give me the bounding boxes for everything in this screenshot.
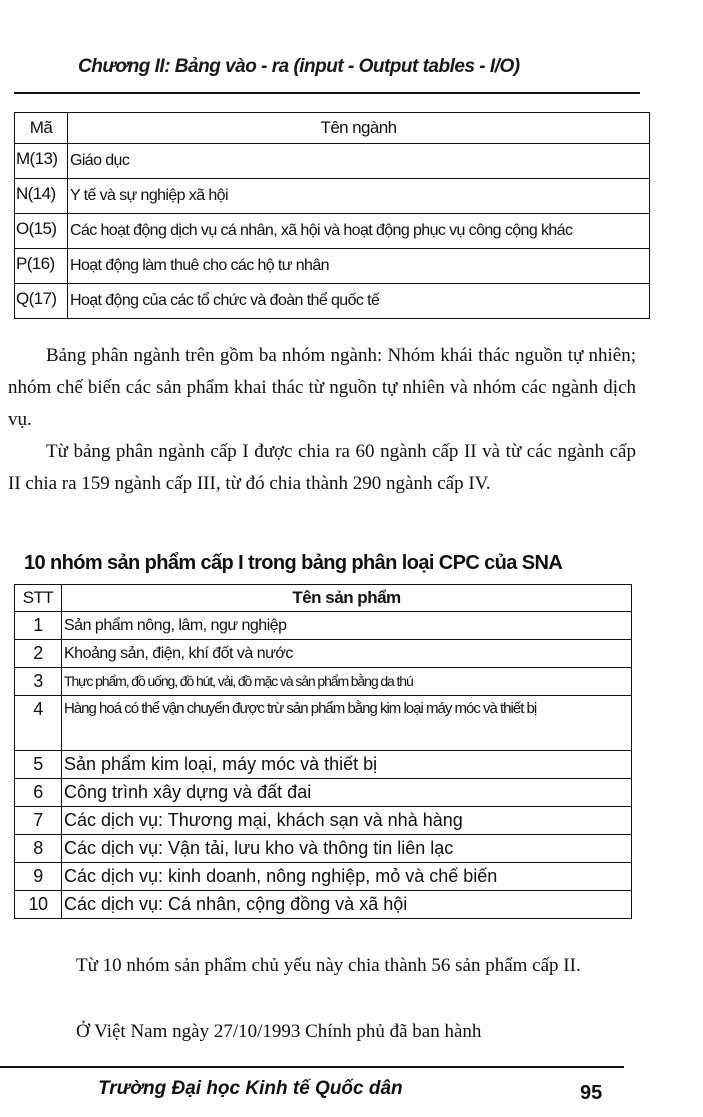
industry-name: Y tế và sự nghiệp xã hội <box>68 179 650 214</box>
table-row <box>15 779 632 807</box>
product-name: Các dịch vụ: Vận tải, lưu kho và thông tin liên lạc <box>62 835 632 863</box>
product-name: Thực phẩm, đồ uống, đồ hút, vải, đồ mặc và sản phẩm bằng da thú <box>62 668 632 696</box>
industry-code: M(13) <box>15 144 68 179</box>
paragraph-1: Bảng phân ngành trên gồm ba nhóm ngành: Nhóm khái thác nguồn tự nhiên; nhóm chế biến các sản phẩm khai thác từ nguồn tự nhiên và nhóm các ngành dịch vụ. <box>8 345 636 430</box>
table-header-row <box>15 113 650 144</box>
product-name: Các dịch vụ: kinh doanh, nông nghiệp, mỏ và chế biến <box>62 863 632 891</box>
table-row <box>15 144 650 179</box>
table-row <box>15 696 632 751</box>
table-row <box>15 214 650 249</box>
table-row <box>15 751 632 779</box>
industry-name: Giáo dục <box>68 144 650 179</box>
product-name: Hàng hoá có thể vận chuyển được trừ sản phẩm bằng kim loại máy móc và thiết bị <box>62 696 632 751</box>
product-name: Khoảng sản, điện, khí đốt và nước <box>62 640 632 668</box>
industry-code: Q(17) <box>15 284 68 319</box>
product-name: Sản phẩm nông, lâm, ngư nghiệp <box>62 612 632 640</box>
row-number: 1 <box>15 612 62 640</box>
row-number: 4 <box>15 696 62 751</box>
row-number: 9 <box>15 863 62 891</box>
table-row <box>15 891 632 919</box>
industry-name: Hoạt động làm thuê cho các hộ tư nhân <box>68 249 650 284</box>
row-number: 8 <box>15 835 62 863</box>
col-header-stt: STT <box>15 585 62 612</box>
industry-table <box>14 112 650 319</box>
table-header-row <box>15 585 632 612</box>
product-name: Các dịch vụ: Cá nhân, cộng đồng và xã hội <box>62 891 632 919</box>
page-number: 95 <box>580 1082 603 1104</box>
table-row <box>15 835 632 863</box>
col-header-product: Tên sản phẩm <box>62 585 632 612</box>
paragraph-2: Từ bảng phân ngành cấp I được chia ra 60 ngành cấp II và từ các ngành cấp II chia ra 159 ngành cấp III, từ đó chia thành 290 ngành cấp IV. <box>8 441 636 494</box>
row-number: 5 <box>15 751 62 779</box>
table-row <box>15 807 632 835</box>
industry-code: P(16) <box>15 249 68 284</box>
product-table <box>14 584 632 919</box>
table-row <box>15 668 632 696</box>
table-row <box>15 179 650 214</box>
row-number: 10 <box>15 891 62 919</box>
header-rule <box>14 92 640 94</box>
table-caption: 10 nhóm sản phẩm cấp I trong bảng phân loại CPC của SNA <box>24 552 563 574</box>
industry-name: Hoạt động của các tổ chức và đoàn thể quốc tế <box>68 284 650 319</box>
table-row <box>15 863 632 891</box>
col-header-name: Tên ngành <box>68 113 650 144</box>
table-row <box>15 640 632 668</box>
industry-code: N(14) <box>15 179 68 214</box>
row-number: 2 <box>15 640 62 668</box>
industry-name: Các hoạt động dịch vụ cá nhân, xã hội và hoạt động phục vụ công cộng khác <box>68 214 650 249</box>
row-number: 3 <box>15 668 62 696</box>
row-number: 7 <box>15 807 62 835</box>
paragraph-3: Từ 10 nhóm sản phẩm chủ yếu này chia thành 56 sản phẩm cấp II. <box>76 955 581 976</box>
running-header: Chương II: Bảng vào - ra (input - Output tables - I/O) <box>78 56 520 77</box>
footer-rule <box>0 1066 624 1068</box>
table-row <box>15 284 650 319</box>
row-number: 6 <box>15 779 62 807</box>
product-name: Công trình xây dựng và đất đai <box>62 779 632 807</box>
product-name: Sản phẩm kim loại, máy móc và thiết bị <box>62 751 632 779</box>
table-row <box>15 249 650 284</box>
product-name: Các dịch vụ: Thương mại, khách sạn và nhà hàng <box>62 807 632 835</box>
col-header-code: Mã <box>15 113 68 144</box>
table-row <box>15 612 632 640</box>
footer-institution: Trường Đại học Kinh tế Quốc dân <box>98 1078 403 1099</box>
paragraph-4: Ở Việt Nam ngày 27/10/1993 Chính phủ đã ban hành <box>76 1021 482 1042</box>
industry-code: O(15) <box>15 214 68 249</box>
